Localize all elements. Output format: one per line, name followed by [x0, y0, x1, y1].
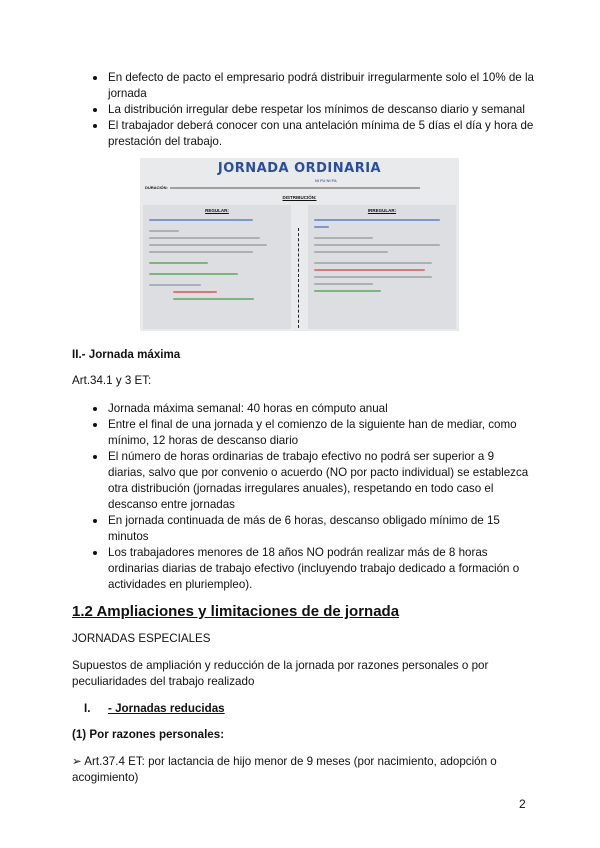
infographic-title: JORNADA ORDINARIA [217, 161, 382, 176]
list-item: Los trabajadores menores de 18 años NO podrán realizar más de 8 horas ordinarias diarias de trabajo efectivo (incluyendo trabajo dedicado a formación o actividades en pluriempleo). [92, 545, 534, 593]
list-item: En defecto de pacto el empresario podrá distribuir irregularmente solo el 10% de la jornada [92, 70, 534, 102]
list-item: La distribución irregular debe respetar los mínimos de descanso diario y semanal [92, 102, 534, 118]
regular-label: REGULAR: [205, 208, 229, 213]
intro-paragraph: Supuestos de ampliación y reducción de la jornada por razones personales o por peculiaridades del trabajo realizado [72, 659, 489, 688]
page-number: 2 [519, 797, 526, 811]
infographic-subtitle: NI FU NI FA [315, 178, 337, 183]
infographic-distribution-label: DISTRIBUCIÓN: [282, 195, 317, 200]
article-reference: Art.34.1 y 3 ET: [72, 374, 152, 387]
list-item: El número de horas ordinarias de trabajo efectivo no podrá ser superior a 9 diarias, salvo que por convenio o acuerdo (NO por pacto individual) se establezca otra distribución (jornadas irregulares anuales), respetando en todo caso el descanso entre jornadas [92, 449, 534, 513]
roman-heading-row [72, 701, 534, 717]
jornada-ordinaria-infographic [140, 158, 459, 331]
regular-panel [143, 205, 291, 329]
heading-razones-personales: (1) Por razones personales: [72, 728, 225, 741]
section-heading-jornada-maxima: II.- Jornada máxima [72, 348, 181, 361]
list-item: El trabajador deberá conocer con una antelación mínima de 5 días el día y hora de prestación del trabajo. [92, 118, 534, 150]
infographic-duration-label: DURACIÓN: [145, 185, 168, 190]
irregular-panel [308, 205, 456, 329]
jornada-maxima-bullets [92, 401, 534, 593]
divider [298, 228, 300, 328]
irregular-label: IRREGULAR: [367, 208, 397, 213]
subheading-jornadas-reducidas: - Jornadas reducidas [108, 702, 225, 715]
top-bullet-list [92, 70, 534, 150]
article-item-lactancia: ➢ Art.37.4 ET: por lactancia de hijo menor de 9 meses (por nacimiento, adopción o acogimiento) [72, 755, 497, 784]
list-item: Jornada máxima semanal: 40 horas en cómputo anual [92, 401, 534, 417]
duration-text-line [170, 187, 420, 189]
roman-numeral: I. [84, 702, 91, 715]
subheading-jornadas-especiales: JORNADAS ESPECIALES [72, 632, 211, 645]
list-item: Entre el final de una jornada y el comienzo de la siguiente han de mediar, como mínimo, 12 horas de descanso diario [92, 417, 534, 449]
list-item: En jornada continuada de más de 6 horas, descanso obligado mínimo de 15 minutos [92, 513, 534, 545]
page-content [72, 70, 534, 786]
section-heading-ampliaciones: 1.2 Ampliaciones y limitaciones de de jornada [72, 603, 400, 620]
